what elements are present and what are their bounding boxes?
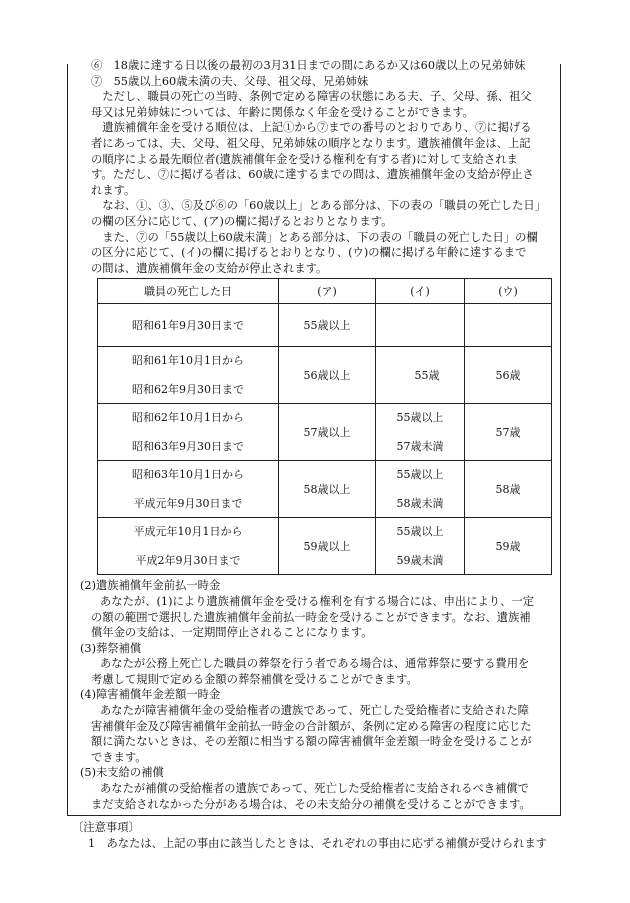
age-u-cell xyxy=(465,304,552,347)
age-i-top: 55歳以上 xyxy=(396,525,444,539)
paragraph-line: 母又は兄弟姉妹については、年齢に関係なく年金を受けることができます。 xyxy=(91,105,474,119)
header-a: (ア) xyxy=(279,279,376,304)
table-row xyxy=(98,404,552,461)
age-a-cell: 55歳以上 xyxy=(279,304,376,347)
age-u-cell: 59歳 xyxy=(465,518,552,575)
age-i-bottom: 59歳未満 xyxy=(396,553,444,567)
paragraph-line: 者にあっては、夫、父母、祖父母、兄弟姉妹の順序となります。遺族補償年金は、上記 xyxy=(91,136,531,150)
paragraph-line: なお、①、③、⑤及び⑥の「60歳以上」とある部分は、下の表の「職員の死亡した日」 xyxy=(91,199,546,213)
age-i-cell xyxy=(376,304,465,347)
death-date-cell: 昭和61年9月30日まで xyxy=(98,304,279,347)
section-heading: (4)障害補償年金差額一時金 xyxy=(80,688,221,702)
date-to: 昭和63年9月30日まで xyxy=(132,439,244,453)
table-row xyxy=(98,304,552,347)
age-i-cell xyxy=(376,461,465,518)
paragraph-line: 遺族補償年金を受ける順位は、上記①から⑦までの番号のとおりであり、⑦に掲げる xyxy=(91,121,532,135)
document-body xyxy=(80,58,560,812)
section-line: 償年金の支給は、一定期間停止されることになります。 xyxy=(91,626,373,640)
section-line: 額に満たないときは、その差額に相当する額の障害補償年金差額一時金を受けることが xyxy=(91,735,532,749)
age-u-cell: 57歳 xyxy=(465,404,552,461)
death-date-cell xyxy=(98,347,279,404)
paragraph-line: れます。 xyxy=(91,183,136,197)
table-row xyxy=(98,518,552,575)
section-disability-difference xyxy=(80,687,560,765)
age-a-cell: 56歳以上 xyxy=(279,347,376,404)
age-i-cell xyxy=(376,404,465,461)
header-u: (ウ) xyxy=(465,279,552,304)
paragraph-line: の順序による最先順位者(遺族補償年金を受ける権利を有する者)に対して支給されま xyxy=(91,152,518,166)
paragraph-line: す。ただし、⑦に掲げる者は、60歳に達するまでの間は、遺族補償年金の支給が停止さ xyxy=(91,168,534,182)
paragraph-line: の区分に応じて、(イ)の欄に掲げるとおりとなり、(ウ)の欄に掲げる年齢に達するまで xyxy=(91,246,527,260)
age-i-bottom: 57歳未満 xyxy=(396,439,444,453)
date-to: 平成元年9月30日まで xyxy=(133,496,243,510)
date-from: 昭和62年10月1日から xyxy=(132,411,244,425)
section-heading: (2)遺族補償年金前払一時金 xyxy=(80,579,221,593)
header-i: (イ) xyxy=(376,279,465,304)
date-to: 平成2年9月30日まで xyxy=(135,553,241,567)
section-lump-sum-advance xyxy=(80,578,560,640)
age-i-top: 55歳以上 xyxy=(396,468,444,482)
table-row xyxy=(98,347,552,404)
section-line: 害補償年金及び障害補償年金前払一時金の合計額が、条例に定める障害の程度に応じた xyxy=(91,719,532,733)
age-a-cell: 57歳以上 xyxy=(279,404,376,461)
item-7: ⑦ 55歳以上60歳未満の夫、父母、祖父母、兄弟姉妹 xyxy=(91,74,369,88)
paragraph-line: の欄の区分に応じて、(ア)の欄に掲げるとおりとなります。 xyxy=(91,214,393,228)
section-line: あなたが、(1)により遺族補償年金を受ける権利を有する場合には、申出により、一定 xyxy=(100,594,534,608)
item-6: ⑥ 18歳に達する日以後の最初の3月31日までの間にあるか又は60歳以上の兄弟姉妹 xyxy=(91,59,526,72)
date-from: 昭和61年10月1日から xyxy=(132,354,244,368)
table-row xyxy=(98,461,552,518)
section-line: あなたが補償の受給権者の遺族であって、死亡した受給権者に支給されるべき補償で xyxy=(100,782,529,796)
death-date-cell xyxy=(98,461,279,518)
section-line: できます。 xyxy=(91,750,147,764)
paragraph-line: の間は、遺族補償年金の支給が停止されます。 xyxy=(91,261,328,275)
section-line: 考慮して規則で定める金額の葬祭補償を受けることができます。 xyxy=(91,672,418,686)
section-funeral xyxy=(80,641,560,688)
age-u-cell: 58歳 xyxy=(465,461,552,518)
notes-heading: 〔注意事項〕 xyxy=(72,821,140,834)
date-from: 昭和63年10月1日から xyxy=(132,468,244,482)
age-table xyxy=(97,278,552,575)
table-header-row xyxy=(98,279,552,304)
paragraph-line: また、⑦の「55歳以上60歳未満」とある部分は、下の表の「職員の死亡した日」の欄 xyxy=(91,230,538,244)
notes xyxy=(72,820,572,851)
section-line: あなたが障害補償年金の受給権者の遺族であって、死亡した受給権者に支給された障 xyxy=(100,704,529,718)
section-heading: (3)葬祭補償 xyxy=(80,641,142,655)
age-i-cell xyxy=(376,518,465,575)
paragraph-line: ただし、職員の死亡の当時、条例で定める障害の状態にある夫、子、父母、孫、祖父 xyxy=(91,90,532,104)
age-i-cell: 55歳 xyxy=(376,347,465,404)
age-u-cell: 56歳 xyxy=(465,347,552,404)
header-death-date: 職員の死亡した日 xyxy=(98,279,279,304)
death-date-cell xyxy=(98,404,279,461)
notes-item-1: 1 あなたは、上記の事由に該当したときは、それぞれの事由に応ずる補償が受けられます xyxy=(88,836,548,850)
age-a-cell: 59歳以上 xyxy=(279,518,376,575)
age-i-bottom: 58歳未満 xyxy=(396,496,444,510)
death-date-cell xyxy=(98,518,279,575)
date-from: 平成元年10月1日から xyxy=(133,525,243,539)
section-unpaid xyxy=(80,765,560,812)
section-line: の額の範囲で選択した遺族補償年金前払一時金を受けることができます。なお、遺族補 xyxy=(91,610,531,624)
section-line: まだ支給されなかった分がある場合は、その未支給分の補償を受けることができます。 xyxy=(91,797,531,811)
section-line: あなたが公務上死亡した職員の葬祭を行う者である場合は、通常葬祭に要する費用を xyxy=(100,657,530,671)
date-to: 昭和62年9月30日まで xyxy=(132,382,244,396)
age-a-cell: 58歳以上 xyxy=(279,461,376,518)
age-i-top: 55歳以上 xyxy=(396,411,444,425)
section-heading: (5)未支給の補償 xyxy=(80,766,164,780)
